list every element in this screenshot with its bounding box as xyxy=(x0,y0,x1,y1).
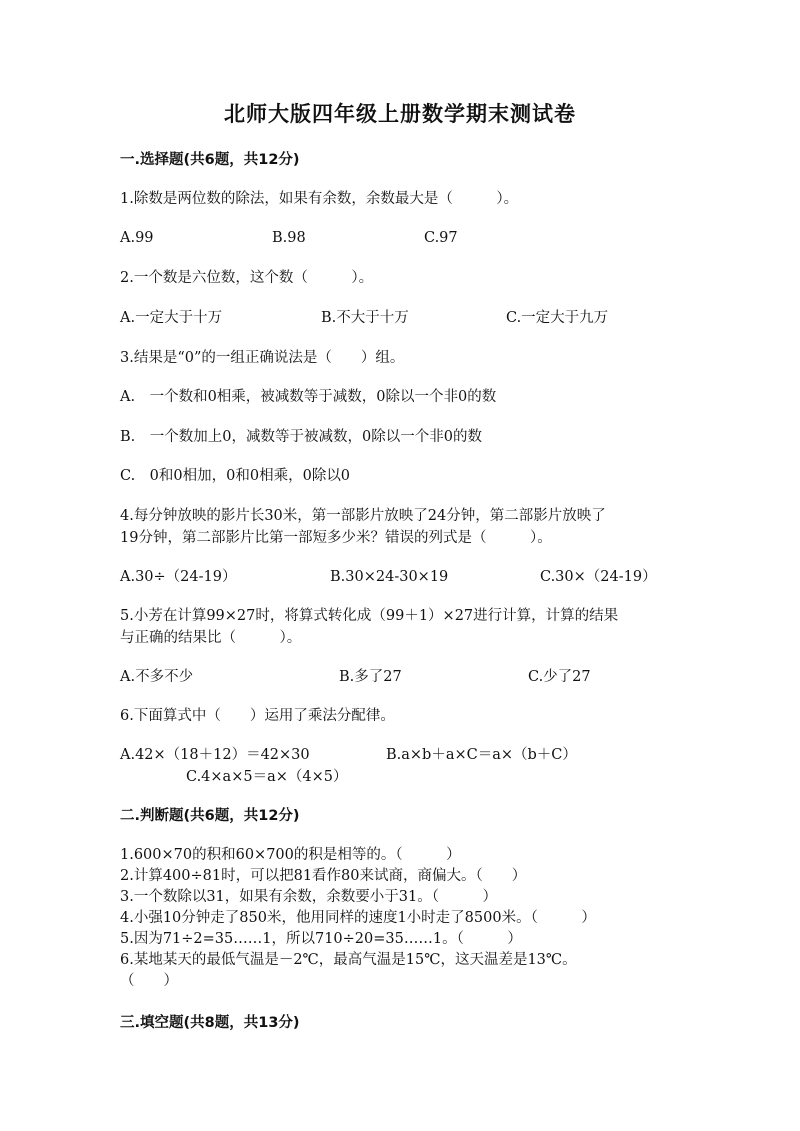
section-heading-choice: 一.选择题(共6题，共12分) xyxy=(120,152,300,168)
question-4-option-c: C.30×（24-19） xyxy=(540,569,657,585)
question-4-option-b: B.30×24-30×19 xyxy=(330,569,449,585)
question-6-option-b: B.a×b＋a×C＝a×（b＋C） xyxy=(386,747,577,763)
question-2-stem: 2.一个数是六位数，这个数（ ）。 xyxy=(120,270,374,286)
question-5-option-c: C.少了27 xyxy=(528,669,591,685)
judgment-item-6-bracket: （ ） xyxy=(120,973,178,989)
judgment-item-6: 6.某地某天的最低气温是－2℃，最高气温是15℃，这天温差是13℃。 xyxy=(120,952,577,968)
question-6-stem: 6.下面算式中（ ）运用了乘法分配律。 xyxy=(120,708,395,724)
question-2-option-a: A.一定大于十万 xyxy=(120,310,223,326)
question-6-option-a: A.42×（18＋12）＝42×30 xyxy=(120,747,310,763)
question-4-option-a: A.30÷（24-19） xyxy=(120,569,237,585)
section-heading-true-false: 二.判断题(共6题，共12分) xyxy=(120,808,300,824)
question-4-stem-line-2: 19分钟，第二部影片比第一部短多少米？错误的列式是（ ）。 xyxy=(120,530,552,546)
judgment-item-5: 5.因为71÷2=35……1，所以710÷20=35……1。（ ） xyxy=(120,931,522,947)
question-6-option-c: C.4×a×5＝a×（4×5） xyxy=(186,769,348,785)
page-title: 北师大版四年级上册数学期末测试卷 xyxy=(224,102,576,126)
question-5-stem-line-2: 与正确的结果比（ ）。 xyxy=(120,630,302,646)
question-3-option-a: A. 一个数和0相乘，被减数等于减数，0除以一个非0的数 xyxy=(120,389,497,405)
question-5-stem-line-1: 5.小芳在计算99×27时，将算式转化成（99＋1）×27进行计算，计算的结果 xyxy=(120,608,619,624)
question-2-option-c: C.一定大于九万 xyxy=(506,310,609,326)
judgment-item-2: 2.计算400÷81时，可以把81看作80来试商，商偏大。（ ） xyxy=(120,868,527,884)
question-1-option-b: B.98 xyxy=(272,230,306,246)
judgment-item-1: 1.600×70的积和60×700的积是相等的。（ ） xyxy=(120,847,461,863)
question-5-option-b: B.多了27 xyxy=(339,669,402,685)
question-1-option-a: A.99 xyxy=(120,230,154,246)
question-2-option-b: B.不大于十万 xyxy=(321,310,409,326)
question-5-option-a: A.不多不少 xyxy=(120,669,194,685)
question-3-option-c: C. 0和0相加，0和0相乘，0除以0 xyxy=(120,468,351,484)
question-1-option-c: C.97 xyxy=(424,230,458,246)
section-heading-fill-in: 三.填空题(共8题，共13分) xyxy=(120,1015,300,1031)
question-1-stem: 1.除数是两位数的除法，如果有余数，余数最大是（ ）。 xyxy=(120,191,519,207)
question-3-stem: 3.结果是“0”的一组正确说法是（ ）组。 xyxy=(120,350,405,366)
judgment-item-4: 4.小强10分钟走了850米，他用同样的速度1小时走了8500米。（ ） xyxy=(120,910,596,926)
question-3-option-b: B. 一个数加上0，减数等于被减数，0除以一个非0的数 xyxy=(120,429,482,445)
question-4-stem-line-1: 4.每分钟放映的影片长30米，第一部影片放映了24分钟，第二部影片放映了 xyxy=(120,508,606,524)
judgment-item-3: 3.一个数除以31，如果有余数，余数要小于31。（ ） xyxy=(120,889,497,905)
